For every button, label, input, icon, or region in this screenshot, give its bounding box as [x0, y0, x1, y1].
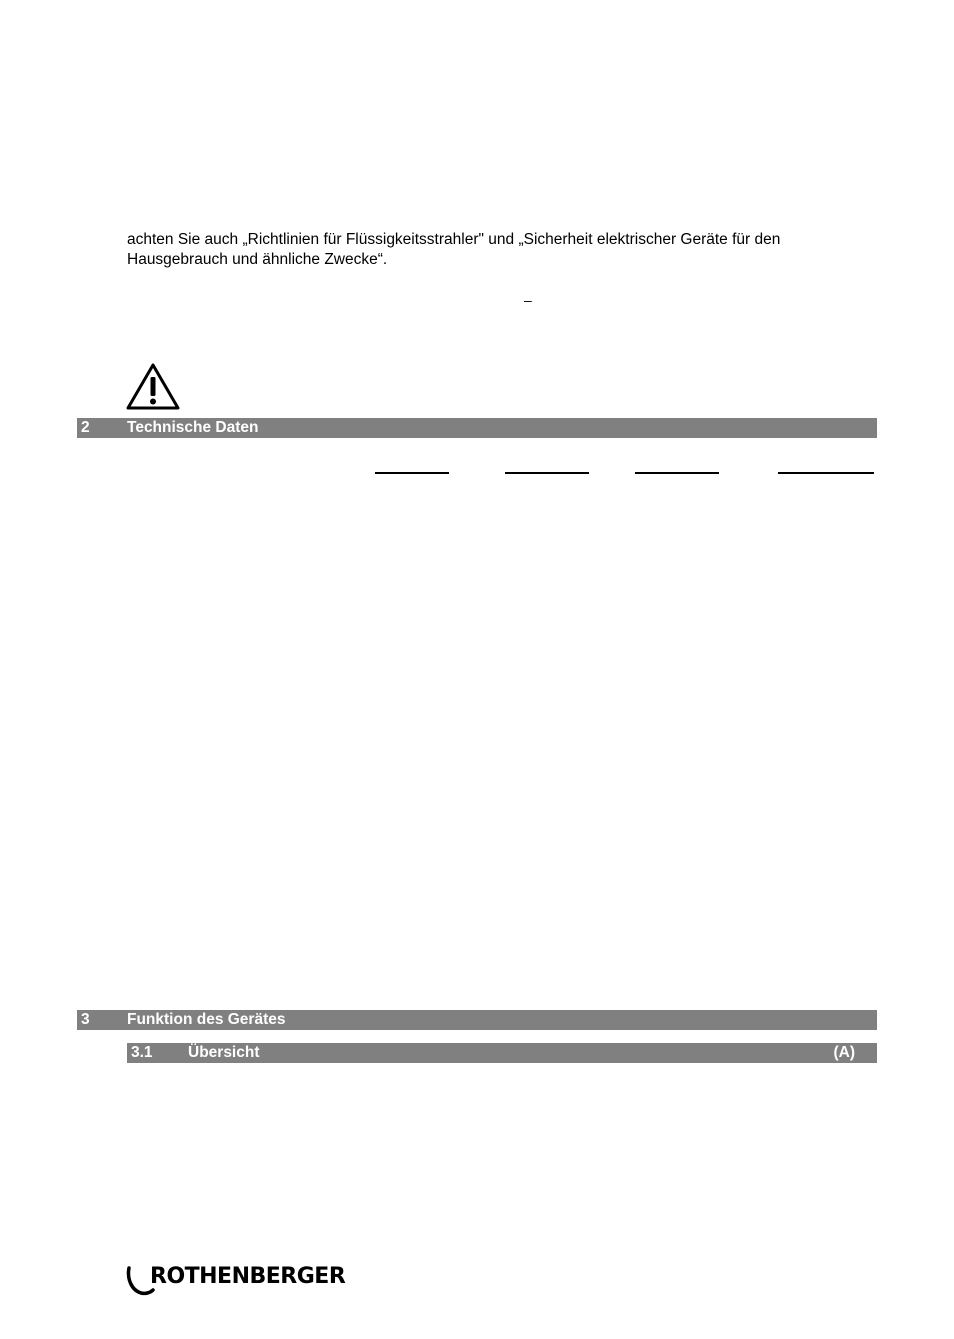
section-header-technische-daten [77, 418, 877, 438]
logo-text: ROTHENBERGER [150, 1264, 346, 1289]
paragraph-line-1: achten Sie auch „Richtlinien für Flüssigkeitsstrahler" und „Sicherheit elektrischer Geräte für den [127, 231, 781, 248]
rothenberger-logo [125, 1262, 365, 1298]
figure-reference: (A) [833, 1044, 855, 1061]
stray-dash: – [524, 292, 532, 308]
column-underline [778, 472, 874, 474]
paragraph-line-2: Hausgebrauch und ähnliche Zwecke“. [127, 251, 388, 268]
column-underline [505, 472, 589, 474]
subsection-header-uebersicht [127, 1043, 877, 1063]
section-number: 2 [81, 419, 90, 436]
column-underline [375, 472, 449, 474]
section-title: Technische Daten [127, 419, 259, 436]
section-number: 3 [81, 1011, 90, 1028]
subsection-number: 3.1 [131, 1044, 153, 1061]
section-title: Funktion des Gerätes [127, 1011, 286, 1028]
safety-paragraph [127, 230, 877, 270]
section-header-funktion [77, 1010, 877, 1030]
column-underline [635, 472, 719, 474]
warning-triangle-icon [125, 362, 181, 412]
subsection-title: Übersicht [188, 1044, 260, 1061]
